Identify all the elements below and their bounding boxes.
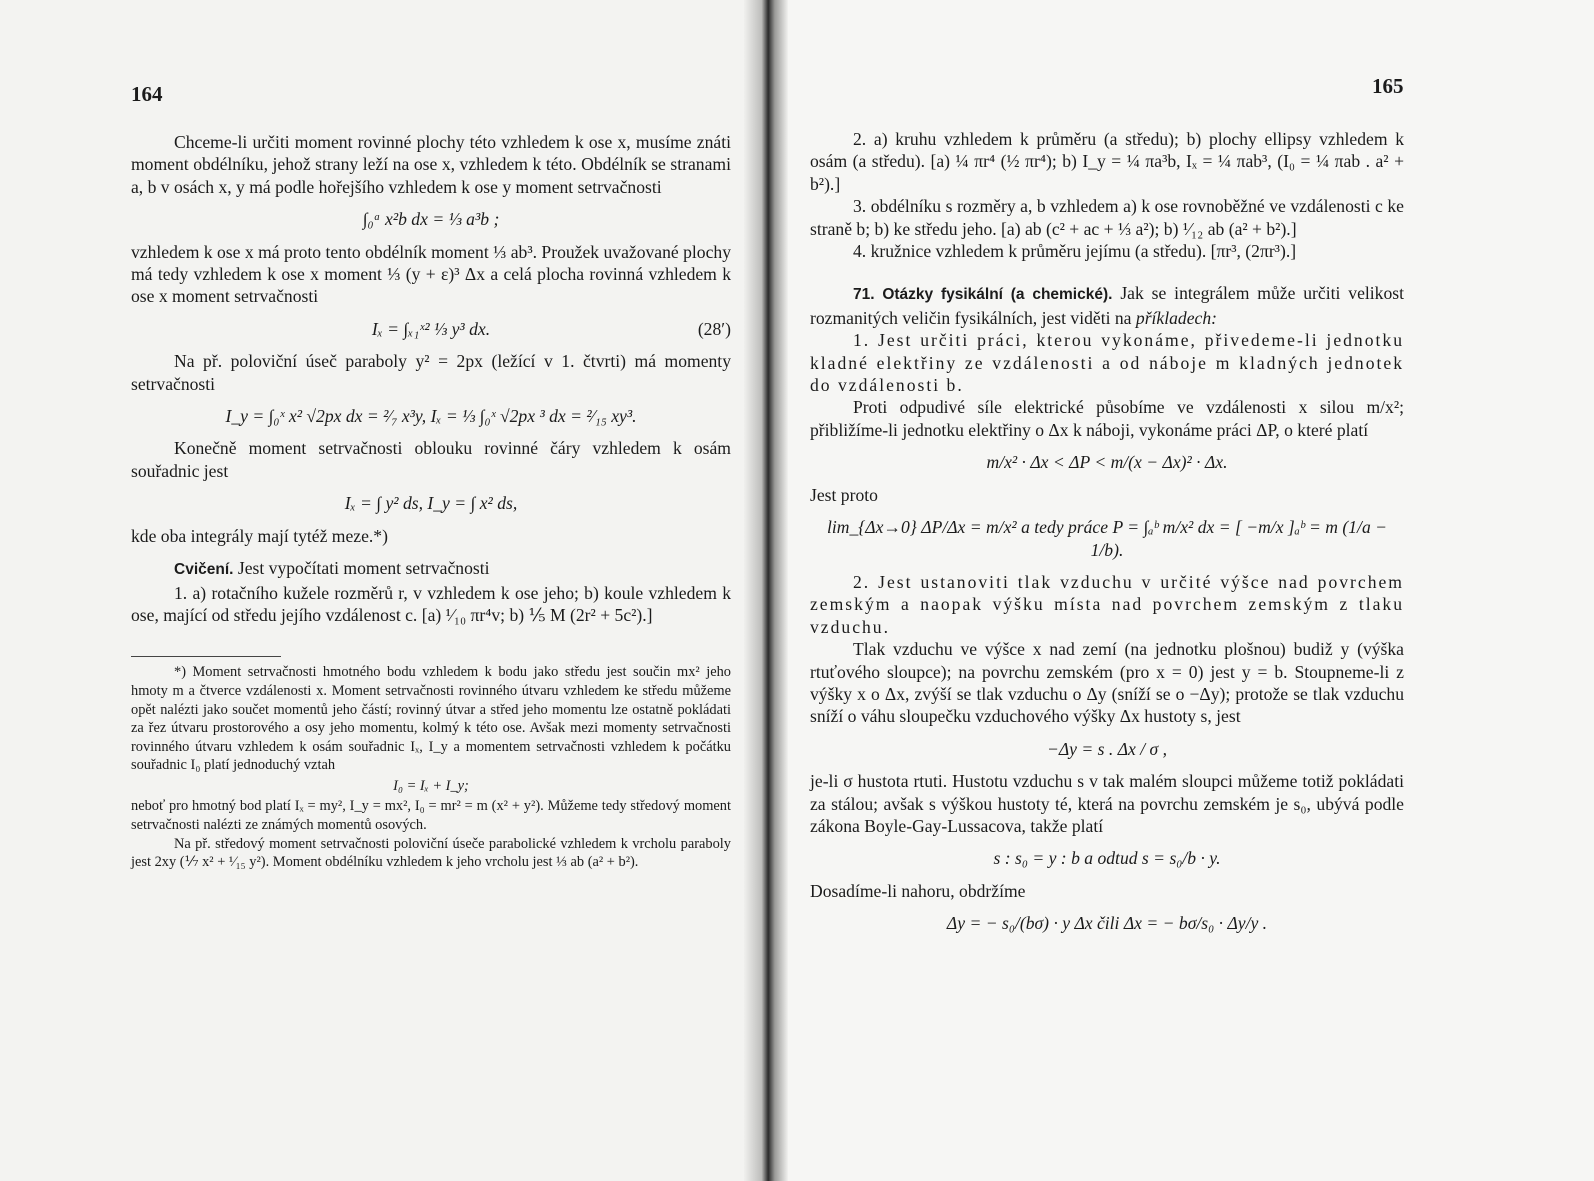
exercise-item: 1. a) rotačního kužele rozměrů r, v vzhledem k ose jeho; b) koule vzhledem k ose, mající od středu jejího vzdálenost c. [a) ¹⁄₁₀ πr⁴v; b) ⅕ M (2r² + 5c²).] — [131, 582, 731, 625]
equation: m/x² · Δx < ΔP < m/(x − Δx)² · Δx. — [986, 452, 1228, 473]
footnote-equation: I₀ = Iₓ + I_y; — [393, 777, 469, 794]
footnote — [131, 663, 731, 872]
paragraph: Proti odpudivé síle elektrické působíme ve vzdálenosti x silou m/x²; přibližíme-li jednotku elektřiny o Δx k náboji, vykonáme práci ΔP, o které platí — [810, 397, 1404, 440]
exercise-item: 2. a) kruhu vzhledem k průměru (a středu); b) plochy ellipsy vzhledem k osám (a středu). [a) ¼ πr⁴ (½ πr⁴); b) I_y = ¼ πa³b, Iₓ = ¼ πab³, (I₀ = ¼ πab . a² + b²).] — [810, 129, 1404, 194]
equation-body: Iₓ = ∫ₓ₁ˣ² ⅓ y³ dx. — [371, 318, 491, 339]
footnote-paragraph: Na př. středový moment setrvačnosti poloviční úseče parabolické vzhledem k vrcholu paraboly jest 2xy (⅐ x² + ¹⁄₁₅ y²). Moment obdélníku vzhledem k jeho vrcholu jest ⅓ ab (a² + b²). — [131, 835, 731, 871]
left-page — [0, 0, 762, 1181]
footnote-paragraph: neboť pro hmotný bod platí Iₓ = my², I_y = mx², I₀ = mr² = m (x² + y²). Můžeme tedy středový moment setrvačnosti nalézti ze známých momentů osových. — [131, 798, 731, 834]
exercise-item: 3. obdélníku s rozměry a, b vzhledem a) k ose rovnoběžné ve vzdálenosti c ke straně b; b) ke středu jeho. [a) ab (c² + ac + ⅓ a²); b) ¹⁄₁₂ ab (a² + b²).] — [810, 196, 1404, 239]
right-page-text — [810, 128, 1404, 945]
equation-number: (28′) — [697, 318, 731, 339]
equation: ∫₀ᵃ x²b dx = ⅓ a³b ; — [362, 209, 500, 230]
equation: Iₓ = ∫ y² ds, I_y = ∫ x² ds, — [344, 493, 518, 514]
equation: Δy = − s₀/(bσ) · y Δx čili Δx = − bσ/s₀ · Δy/y . — [946, 913, 1268, 934]
exercise-item: 4. kružnice vzhledem k průměru jejímu (a středu). [πr³, (2πr³).] — [853, 241, 1297, 262]
paragraph: Chceme-li určiti moment rovinné plochy této vzhledem k ose x, musíme znáti moment obdélníku, jehož strany leží na ose x, vzhledem k této. Obdélník se stranami a, b v osách x, y má podle hořejšího vzhledem k ose y moment setrvačnosti — [131, 132, 731, 197]
paragraph: Dosadíme-li nahoru, obdržíme — [810, 880, 1026, 901]
equation: s : s₀ = y : b a odtud s = s₀/b · y. — [993, 848, 1221, 869]
paragraph: Na př. poloviční úseč paraboly y² = 2px (ležící v 1. čtvrti) má momenty setrvačnosti — [131, 351, 731, 394]
paragraph: Konečně moment setrvačnosti oblouku rovinné čáry vzhledem k osám souřadnic jest — [131, 438, 731, 481]
section-71 — [810, 282, 1404, 329]
paragraph: kde oba integrály mají tytéž meze.*) — [131, 525, 388, 546]
equation: lim_{Δx→0} ΔP/Δx = m/x² a tedy práce P = ∫ₐᵇ m/x² dx = [ −m/x ]ₐᵇ = m (1/a − 1/b). — [826, 517, 1388, 560]
section-heading: 71. Otázky fysikální (a chemické). — [853, 286, 1113, 304]
footnote-divider — [131, 656, 281, 657]
equation: −Δy = s . Δx / σ , — [1046, 738, 1167, 759]
paragraph: Jest proto — [810, 484, 878, 505]
paragraph: Tlak vzduchu ve výšce x nad zemí (na jednotku plošnou) budiž y (výška rtuťového sloupce); na povrchu zemském (pro x = 0) jest y = b. Stoupneme-li z výšky x o Δx, zvýší se tlak vzduchu o Δy (sníží se o −Δy); protože se tlak vzduchu sníží o váhu sloupečku vzduchového výšky Δx hustoty s, jest — [810, 639, 1404, 727]
paragraph: vzhledem k ose x má proto tento obdélník moment ⅓ ab³. Proužek uvažované plochy má tedy vzhledem k ose x moment ⅓ (y + ε)³ Δx a celá plocha rovinná vzhledem k ose x moment setrvačnosti — [131, 241, 731, 307]
paragraph: je-li σ hustota rtuti. Hustotu vzduchu s v tak malém sloupci můžeme totiž pokládati za stálou; avšak s výškou hustoty té, která na povrchu zemském je s₀, ubývá podle zákona Boyle-Gay-Lussacova, takže platí — [810, 771, 1404, 836]
equation-28 — [131, 318, 731, 340]
problem-statement: 2. Jest ustanoviti tlak vzduchu v určité výšce nad povrchem zemským a naopak výšku místa nad povrchem zemským z tlaku vzduchu. — [810, 571, 1404, 637]
right-page — [762, 0, 1594, 1181]
section-intro: Jak se integrálem může určiti velikost rozmanitých veličin fysikálních, jest viděti na — [810, 283, 1404, 328]
exercise-heading: Cvičení. — [174, 561, 234, 579]
section-intro-example: příkladech: — [1135, 307, 1217, 328]
equation: I_y = ∫₀ˣ x² √2px dx = ²⁄₇ x³y, Iₓ = ⅓ ∫₀ˣ √2px ³ dx = ²⁄₁₅ xy³. — [225, 406, 637, 427]
page-number: 164 — [131, 82, 163, 106]
book-gutter — [744, 0, 788, 1181]
left-page-text — [131, 131, 731, 872]
exercise-intro-text: Jest vypočítati moment setrvačnosti — [237, 558, 490, 579]
page-number: 165 — [1372, 74, 1404, 98]
problem-statement: 1. Jest určiti práci, kterou vykonáme, přivedeme-li jednotku kladné elektřiny ze vzdálenosti a od náboje m kladných jednotek do vzdálenosti b. — [810, 330, 1404, 396]
footnote-paragraph: *) Moment setrvačnosti hmotného bodu vzhledem k bodu jako středu jest součin mx² jeho hmoty m a čtverce vzdálenosti x. Moment setrvačnosti rovinného útvaru vzhledem ke středu můžeme opět nalézti jako součet momentů jeho částí; rovinný útvar a střed jeho momentu lze ostatně pokládati za řez útvaru prostorového a osy jeho momentu, kolmý k této ose. Avšak mezi momenty setrvačnosti rovinného útvaru vzhledem k osám souřadnic Iₓ, I_y a momentem setrvačnosti vzhledem k počátku souřadnic I₀ platí jednoduchý vztah — [131, 664, 731, 774]
exercise-intro — [131, 557, 731, 581]
